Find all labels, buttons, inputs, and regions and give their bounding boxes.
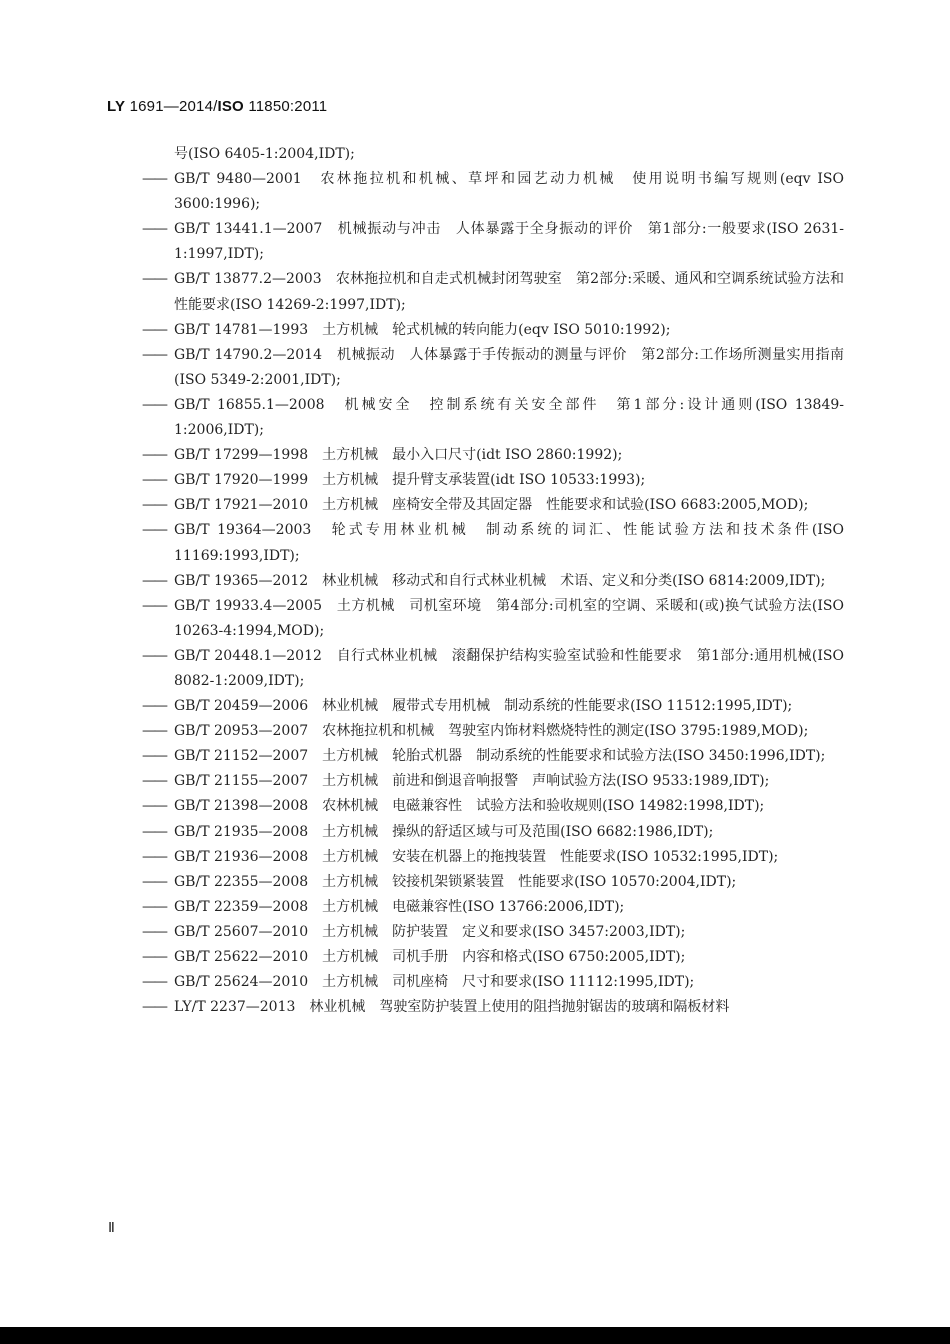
reference-text: GB/T 22355—2008 土方机械 铰接机架锁紧装置 性能要求(ISO 10570:2004,IDT); bbox=[174, 873, 737, 890]
reference-item bbox=[142, 318, 844, 343]
reference-item bbox=[142, 343, 844, 393]
reference-item bbox=[142, 493, 844, 518]
reference-text: GB/T 20953—2007 农林拖拉机和机械 驾驶室内饰材料燃烧特性的测定(ISO 3795:1989,MOD); bbox=[174, 723, 809, 740]
dash-marker: —— bbox=[142, 346, 166, 363]
reference-text: GB/T 20448.1—2012 自行式林业机械 滚翻保护结构实验室试验和性能要求 第1部分:通用机械(ISO 8082-1:2009,IDT); bbox=[174, 647, 844, 689]
bottom-border bbox=[0, 1327, 950, 1344]
reference-text: GB/T 25624—2010 土方机械 司机座椅 尺寸和要求(ISO 11112:1995,IDT); bbox=[174, 974, 695, 991]
reference-text: GB/T 20459—2006 林业机械 履带式专用机械 制动系统的性能要求(ISO 11512:1995,IDT); bbox=[174, 698, 793, 715]
reference-item bbox=[142, 744, 844, 769]
dash-marker: —— bbox=[142, 798, 166, 815]
reference-item bbox=[142, 569, 844, 594]
reference-item bbox=[142, 594, 844, 644]
reference-text: GB/T 17299—1998 土方机械 最小入口尺寸(idt ISO 2860:1992); bbox=[174, 447, 623, 464]
reference-text: GB/T 21935—2008 土方机械 操纵的舒适区域与可及范围(ISO 6682:1986,IDT); bbox=[174, 823, 714, 840]
reference-text: GB/T 9480—2001 农林拖拉机和机械、草坪和园艺动力机械 使用说明书编写规则(eqv ISO 3600:1996); bbox=[174, 171, 844, 213]
reference-list bbox=[142, 142, 844, 1020]
dash-marker: —— bbox=[142, 698, 166, 715]
header-number: 1691—2014/ bbox=[129, 98, 218, 115]
reference-item bbox=[142, 468, 844, 493]
continuation-line: 号(ISO 6405-1:2004,IDT); bbox=[174, 146, 355, 162]
page-number: Ⅱ bbox=[108, 1221, 115, 1236]
dash-marker: —— bbox=[142, 171, 166, 188]
reference-text: GB/T 21936—2008 土方机械 安装在机器上的拖拽装置 性能要求(ISO 10532:1995,IDT); bbox=[174, 848, 779, 865]
dash-marker: —— bbox=[142, 748, 166, 765]
reference-text: GB/T 16855.1—2008 机械安全 控制系统有关安全部件 第1部分:设计通则(ISO 13849-1:2006,IDT); bbox=[174, 396, 844, 439]
header-iso-number: 11850:2011 bbox=[248, 98, 328, 115]
reference-text: GB/T 17921—2010 土方机械 座椅安全带及其固定器 性能要求和试验(ISO 6683:2005,MOD); bbox=[174, 497, 809, 514]
reference-text: GB/T 25607—2010 土方机械 防护装置 定义和要求(ISO 3457:2003,IDT); bbox=[174, 923, 686, 940]
header-prefix: LY bbox=[107, 98, 126, 115]
dash-marker: —— bbox=[142, 873, 166, 890]
dash-marker: —— bbox=[142, 773, 166, 790]
dash-marker: —— bbox=[142, 597, 166, 614]
dash-marker: —— bbox=[142, 949, 166, 965]
reference-item bbox=[142, 945, 844, 970]
reference-item bbox=[142, 820, 844, 845]
reference-text: GB/T 13877.2—2003 农林拖拉机和自走式机械封闭驾驶室 第2部分:采暖、通风和空调系统试验方法和性能要求(ISO 14269-2:1997,IDT); bbox=[174, 271, 844, 313]
dash-marker: —— bbox=[142, 396, 166, 413]
dash-marker: —— bbox=[142, 447, 166, 464]
dash-marker: —— bbox=[142, 497, 166, 514]
reference-text: GB/T 22359—2008 土方机械 电磁兼容性(ISO 13766:2006,IDT); bbox=[174, 898, 625, 915]
reference-item bbox=[142, 845, 844, 870]
reference-text: GB/T 21155—2007 土方机械 前进和倒退音响报警 声响试验方法(ISO 9533:1989,IDT); bbox=[174, 773, 770, 790]
reference-item bbox=[142, 644, 844, 694]
page-header bbox=[107, 98, 327, 115]
reference-item bbox=[142, 267, 844, 317]
reference-text: GB/T 14790.2—2014 机械振动 人体暴露于手传振动的测量与评价 第2部分:工作场所测量实用指南(ISO 5349-2:2001,IDT); bbox=[174, 346, 844, 388]
reference-text: GB/T 13441.1—2007 机械振动与冲击 人体暴露于全身振动的评价 第1部分:一般要求(ISO 2631-1:1997,IDT); bbox=[174, 221, 844, 263]
reference-item bbox=[142, 794, 844, 819]
reference-item bbox=[142, 694, 844, 719]
dash-marker: —— bbox=[142, 271, 166, 288]
dash-marker: —— bbox=[142, 572, 166, 589]
references-container bbox=[142, 167, 844, 1020]
reference-item bbox=[142, 518, 844, 568]
dash-marker: —— bbox=[142, 723, 166, 740]
reference-text: GB/T 25622—2010 土方机械 司机手册 内容和格式(ISO 6750:2005,IDT); bbox=[174, 949, 686, 965]
dash-marker: —— bbox=[142, 898, 166, 915]
reference-text: GB/T 17920—1999 土方机械 提升臂支承装置(idt ISO 10533:1993); bbox=[174, 472, 646, 489]
reference-text: GB/T 21398—2008 农林机械 电磁兼容性 试验方法和验收规则(ISO 14982:1998,IDT); bbox=[174, 798, 765, 815]
header-iso-prefix: ISO bbox=[217, 98, 244, 115]
reference-item bbox=[142, 167, 844, 217]
reference-item bbox=[142, 995, 844, 1020]
dash-marker: —— bbox=[142, 472, 166, 489]
reference-item bbox=[142, 920, 844, 945]
reference-text: GB/T 19364—2003 轮式专用林业机械 制动系统的词汇、性能试验方法和技术条件(ISO 11169:1993,IDT); bbox=[174, 522, 844, 564]
reference-item bbox=[142, 769, 844, 794]
reference-item bbox=[142, 895, 844, 920]
dash-marker: —— bbox=[142, 974, 166, 991]
reference-item bbox=[142, 393, 844, 443]
reference-item bbox=[142, 443, 844, 468]
reference-item bbox=[142, 970, 844, 995]
dash-marker: —— bbox=[142, 823, 166, 840]
reference-text: GB/T 19933.4—2005 土方机械 司机室环境 第4部分:司机室的空调、采暖和(或)换气试验方法(ISO 10263-4:1994,MOD); bbox=[174, 597, 844, 639]
dash-marker: —— bbox=[142, 522, 166, 539]
reference-item bbox=[142, 217, 844, 267]
dash-marker: —— bbox=[142, 848, 166, 865]
dash-marker: —— bbox=[142, 999, 166, 1016]
dash-marker: —— bbox=[142, 221, 166, 238]
reference-text: GB/T 14781—1993 土方机械 轮式机械的转向能力(eqv ISO 5010:1992); bbox=[174, 321, 671, 338]
reference-text: GB/T 21152—2007 土方机械 轮胎式机器 制动系统的性能要求和试验方法(ISO 3450:1996,IDT); bbox=[174, 748, 826, 765]
reference-text: LY/T 2237—2013 林业机械 驾驶室防护装置上使用的阻挡抛射锯齿的玻璃和隔板材料 bbox=[174, 999, 730, 1016]
dash-marker: —— bbox=[142, 647, 166, 664]
dash-marker: —— bbox=[142, 321, 166, 338]
reference-item bbox=[142, 719, 844, 744]
dash-marker: —— bbox=[142, 923, 166, 940]
reference-text: GB/T 19365—2012 林业机械 移动式和自行式林业机械 术语、定义和分类(ISO 6814:2009,IDT); bbox=[174, 572, 826, 589]
reference-item bbox=[142, 870, 844, 895]
